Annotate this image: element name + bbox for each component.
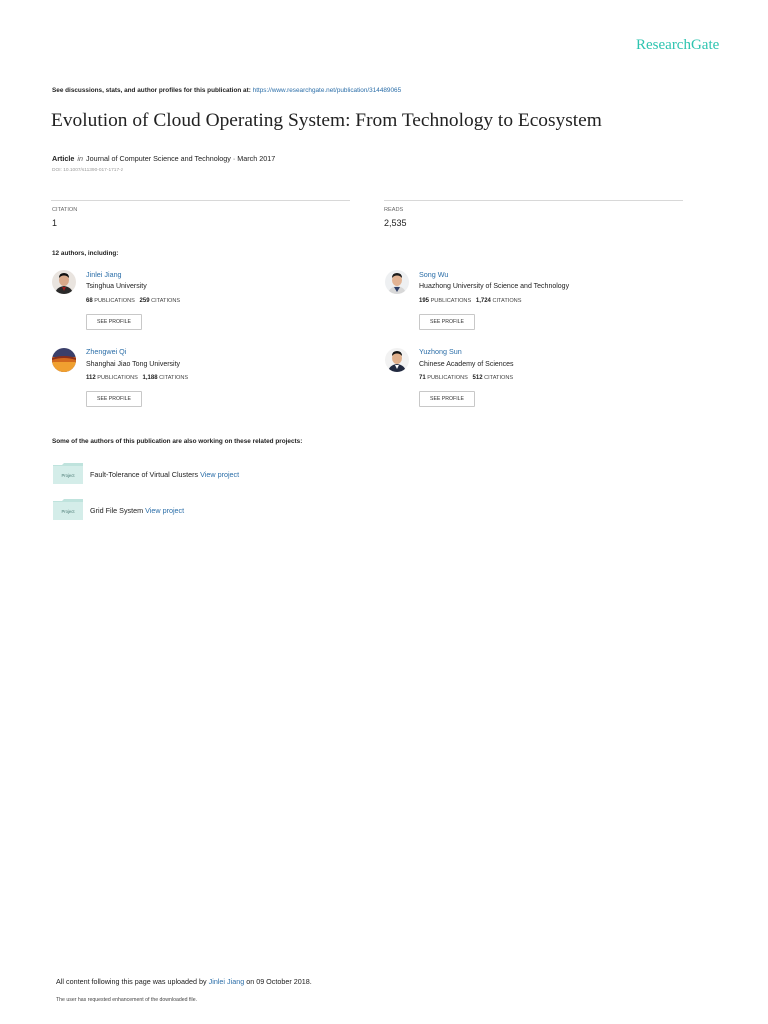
citations-count: 1,188 — [142, 375, 158, 381]
reads-label: READS — [384, 207, 404, 213]
author-photo-icon — [52, 270, 76, 294]
author-stats — [86, 375, 188, 381]
in-word: in — [77, 154, 83, 163]
citations-count: 259 — [139, 298, 150, 304]
citations-label: CITATIONS — [492, 298, 522, 304]
citation-label: CITATION — [52, 207, 78, 213]
upload-suffix: on 09 October 2018. — [244, 977, 312, 986]
upload-note — [56, 977, 312, 986]
author-name-link[interactable]: Jinlei Jiang — [86, 270, 122, 279]
avatar[interactable] — [52, 348, 76, 372]
upload-prefix: All content following this page was uploaded by — [56, 977, 209, 986]
enhancement-note: The user has requested enhancement of the downloaded file. — [56, 997, 198, 1003]
author-institution: Shanghai Jiao Tong University — [86, 361, 181, 368]
author-photo-icon — [385, 348, 409, 372]
project-icon-label: Project — [61, 509, 75, 514]
see-profile-button[interactable]: SEE PROFILE — [86, 391, 142, 407]
publications-count: 112 — [86, 375, 96, 381]
project-icon-label: Project — [61, 473, 75, 478]
author-stats — [419, 298, 521, 304]
author-institution: Huazhong University of Science and Technology — [419, 283, 570, 290]
project-name: Grid File System — [90, 506, 146, 515]
citations-count: 1,724 — [475, 298, 491, 304]
publications-label: PUBLICATIONS — [427, 375, 468, 381]
author-photo-icon — [385, 270, 409, 294]
publications-label: PUBLICATIONS — [430, 298, 472, 304]
see-profile-button[interactable]: SEE PROFILE — [419, 391, 475, 407]
citations-label: CITATIONS — [151, 298, 181, 304]
journal-date: Journal of Computer Science and Technology · March 2017 — [85, 154, 276, 163]
publications-label: PUBLICATIONS — [94, 298, 135, 304]
avatar[interactable] — [52, 270, 76, 294]
related-projects-heading: Some of the authors of this publication are also working on these related projects: — [52, 438, 303, 445]
publication-title: Evolution of Cloud Operating System: From Technology to Ecosystem — [51, 110, 602, 131]
view-project-link[interactable]: View project — [145, 506, 185, 515]
publication-url-link[interactable]: https://www.researchgate.net/publication/314489065 — [252, 87, 402, 94]
project-name: Fault-Tolerance of Virtual Clusters — [90, 470, 201, 479]
project-folder-icon — [53, 499, 83, 520]
author-stats — [419, 375, 513, 381]
citation-count: 1 — [52, 218, 58, 228]
project-folder-icon — [53, 463, 83, 484]
doi-text: DOI: 10.1007/s11390-017-1717-z — [52, 168, 124, 173]
publications-count: 71 — [419, 375, 426, 381]
avatar[interactable] — [385, 270, 409, 294]
uploader-link[interactable]: Jinlei Jiang — [208, 977, 245, 986]
see-profile-button[interactable]: SEE PROFILE — [419, 314, 475, 330]
citations-label: CITATIONS — [159, 375, 189, 381]
authors-heading: 12 authors, including: — [52, 250, 119, 257]
citations-label: CITATIONS — [484, 375, 514, 381]
citations-count: 512 — [472, 375, 483, 381]
author-name-link[interactable]: Yuzhong Sun — [419, 347, 462, 356]
project-item — [90, 506, 184, 515]
publications-label: PUBLICATIONS — [97, 375, 138, 381]
author-institution: Tsinghua University — [86, 283, 147, 290]
discussion-text: See discussions, stats, and author profiles for this publication at: — [52, 87, 253, 94]
publications-count: 195 — [419, 298, 430, 304]
article-meta — [52, 154, 275, 163]
see-profile-button[interactable]: SEE PROFILE — [86, 314, 142, 330]
reads-divider — [384, 200, 683, 201]
author-name-link[interactable]: Zhengwei Qi — [86, 347, 127, 356]
avatar[interactable] — [385, 348, 409, 372]
article-type: Article — [52, 154, 75, 163]
view-project-link[interactable]: View project — [200, 470, 240, 479]
author-name-link[interactable]: Song Wu — [419, 270, 449, 279]
author-stats — [86, 298, 180, 304]
reads-count: 2,535 — [384, 218, 407, 228]
author-institution: Chinese Academy of Sciences — [419, 361, 514, 368]
publications-count: 68 — [86, 298, 93, 304]
author-photo-icon — [52, 348, 76, 372]
researchgate-logo[interactable]: ResearchGate — [636, 37, 720, 53]
discussion-note — [52, 87, 401, 94]
citation-divider — [51, 200, 350, 201]
project-item — [90, 470, 239, 479]
